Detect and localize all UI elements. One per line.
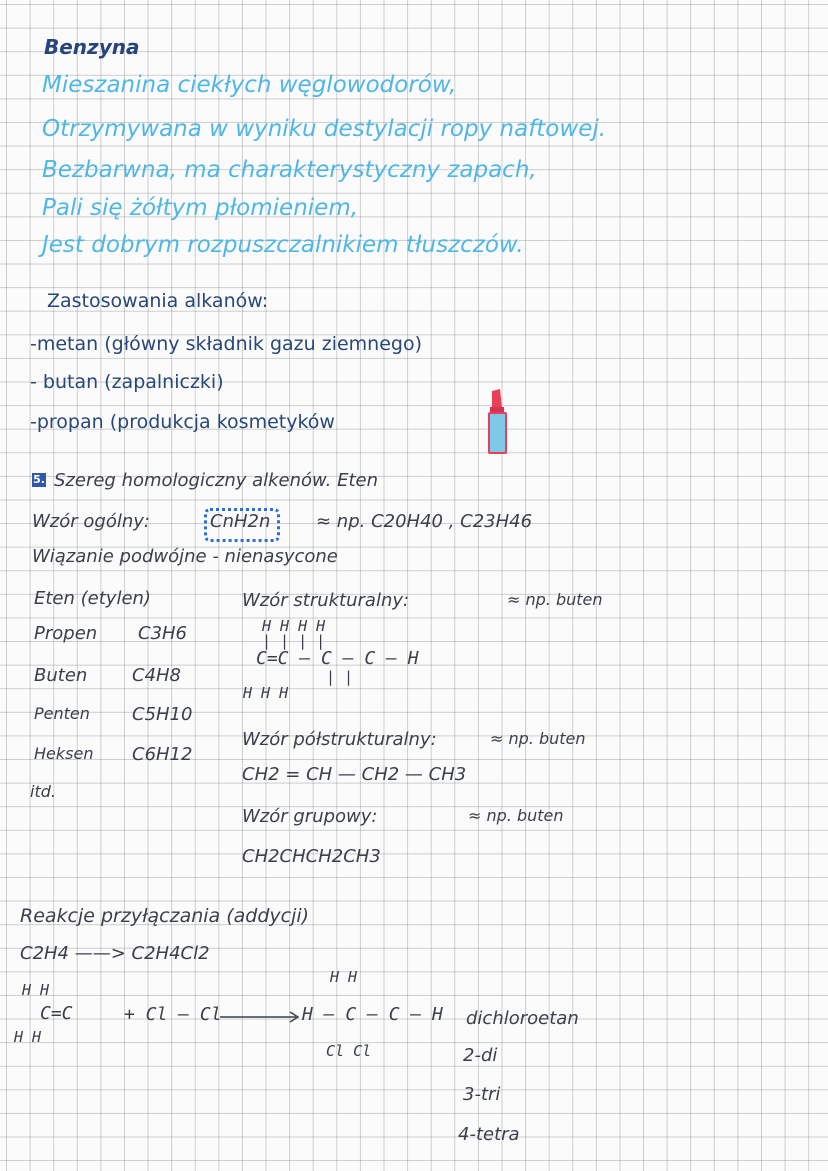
product-name: dichloroetan — [466, 1008, 579, 1029]
group-label: Wzór grupowy: — [242, 806, 378, 827]
reaction-left-bottom: H H — [14, 1028, 42, 1046]
prefix-item: 3-tri — [463, 1084, 501, 1105]
general-formula-label: Wzór ogólny: — [32, 511, 150, 532]
reaction-reagent: + Cl — Cl — [124, 1004, 222, 1025]
benzyna-line-5: Jest dobrym rozpuszczalnikiem tłuszczów. — [42, 232, 524, 258]
semi-example: ≈ np. buten — [490, 729, 586, 748]
group-formula: CH2CHCH2CH3 — [242, 846, 381, 867]
general-formula: CnH2n — [210, 511, 271, 532]
homolog-name: Penten — [34, 704, 90, 723]
homolog-name: Propen — [34, 623, 98, 644]
homolog-name: Eten (etylen) — [34, 588, 151, 609]
bond-note: Wiązanie podwójne - nienasycone — [32, 546, 338, 567]
structural-main-chain: C=C — C — C — H — [256, 648, 419, 669]
homolog-name: Buten — [34, 665, 88, 686]
section5-heading: Szereg homologiczny alkenów. Eten — [54, 470, 378, 491]
semi-formula: CH2 = CH — CH2 — CH3 — [242, 764, 467, 785]
group-example: ≈ np. buten — [468, 806, 564, 825]
application-item: -metan (główny składnik gazu ziemnego) — [30, 333, 422, 355]
structural-example: ≈ np. buten — [507, 590, 603, 609]
reaction-product-bottom: Cl Cl — [326, 1042, 372, 1060]
page-title: Benzyna — [44, 35, 140, 59]
prefix-item: 2-di — [463, 1045, 498, 1066]
homolog-formula: C4H8 — [132, 665, 182, 686]
structural-bottom-atoms: H H H — [243, 684, 289, 702]
reaction-left-mid: C=C — [40, 1003, 73, 1024]
section-number-badge: 5. — [33, 473, 45, 486]
benzyna-line-1: Mieszanina ciekłych węglowodorów, — [42, 72, 457, 98]
benzyna-line-2: Otrzymywana w wyniku destylacji ropy naftowej. — [42, 116, 607, 142]
homolog-name: Heksen — [34, 744, 94, 763]
structural-bonds-top: | | | | — [262, 632, 326, 650]
benzyna-line-3: Bezbarwna, ma charakterystyczny zapach, — [42, 157, 537, 183]
homolog-formula: C6H12 — [132, 744, 193, 765]
reaction-left-top: H H — [22, 981, 50, 999]
prefix-item: 4-tetra — [458, 1124, 520, 1145]
homolog-name: itd. — [30, 782, 56, 801]
homolog-formula: C5H10 — [132, 704, 193, 725]
homolog-formula: C3H6 — [138, 623, 188, 644]
applications-heading: Zastosowania alkanów: — [47, 290, 269, 312]
structural-bonds-bottom: | | — [326, 668, 354, 686]
reaction-product-top: H H — [330, 968, 358, 986]
semi-label: Wzór półstrukturalny: — [242, 729, 437, 750]
structural-label: Wzór strukturalny: — [242, 590, 410, 611]
reaction-product-mid: H — C — C — H — [302, 1004, 443, 1025]
structural-top-atoms: H H H H — [262, 617, 326, 635]
reaction-equation: C2H4 ——> C2H4Cl2 — [20, 943, 210, 964]
reactions-heading: Reakcje przyłączania (addycji) — [20, 905, 310, 927]
benzyna-line-4: Pali się żółtym płomieniem, — [42, 195, 359, 221]
application-item: - butan (zapalniczki) — [30, 371, 224, 393]
general-formula-example: ≈ np. C20H40 , C23H46 — [316, 511, 533, 532]
application-item: -propan (produkcja kosmetyków — [30, 411, 335, 433]
